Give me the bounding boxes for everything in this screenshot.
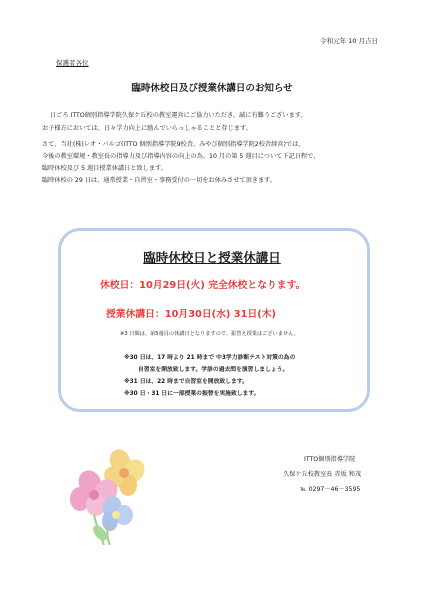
document-date: 令和元年 10 月吉日: [320, 37, 378, 45]
phone-number: ℡ 0297－46－3595: [300, 486, 361, 493]
school-name: ITTO個別指導学院: [304, 456, 356, 463]
body-line-6: 臨時休校の 29 日は、通常授業・自習室・事務受付の一切をお休みさせて頂きます。: [42, 177, 277, 184]
principal-name: 久保ケ丘校教室長 赤坂 和茂: [283, 471, 362, 478]
flower-illustration: [50, 445, 160, 545]
schedule-line-31st: ※31 日は、22 時まで自習室を開放致します。: [124, 379, 248, 385]
body-line-1: 日ごろ ITTO個別指導学院久保ケ丘校の教室運営にご協力いただき、誠に有難うございます。: [50, 112, 307, 119]
closure-date-line: 休校日：10月29日(火) 完全休校となります。: [100, 280, 306, 291]
notice-title: 臨時休校日と授業休講日: [143, 250, 281, 265]
body-line-5: 臨時休校及び 5 週目授業休講日と致します。: [42, 165, 167, 172]
document-title: 臨時休校日及び授業休講日のお知らせ: [131, 83, 293, 94]
body-line-3: さて、当社(株)レオ・パルゴ(ITTO 個別指導学院9校舎、みやび個別指導学院2校舎経営)では、: [42, 141, 305, 148]
schedule-line-30th-cont: 自習室を開放致します。学診の過去問を演習しましょう。: [138, 367, 289, 373]
schedule-line-30th: ※30 日は、17 時より 21 時まで 中3学力診断テスト対策の為の: [124, 355, 296, 361]
recipients: 保護者各位: [56, 59, 89, 67]
body-line-2: お子様方においては、日々学力向上に励んでいらっしゃることと存じます。: [42, 125, 252, 132]
no-makeup-note: ※3 日間は、第5週目の休講日となりますので、振替え授業はございません。: [120, 331, 299, 337]
no-lesson-date-line: 授業休講日：10月30日(水) 31日(木): [106, 309, 276, 320]
body-line-4: 今後の教室環境・教室長の指導力及び指導内容の向上の為、10 月の第 5 週目について下記日程で、: [42, 153, 320, 160]
schedule-line-makeup: ※30 日・31 日に一部授業の振替を実施致します。: [124, 391, 260, 397]
